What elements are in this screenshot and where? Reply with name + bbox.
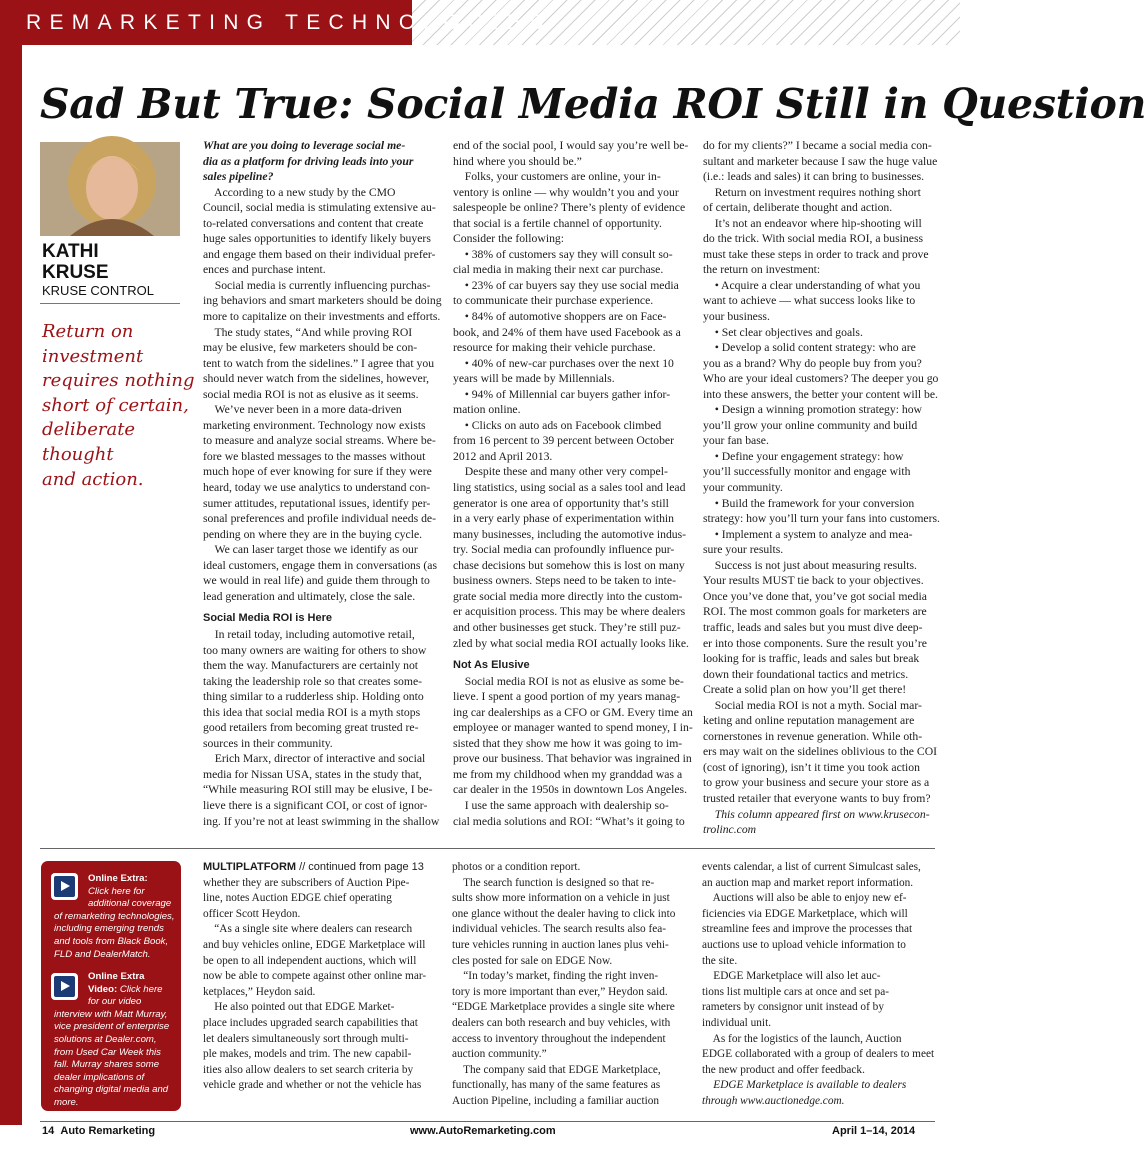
text-line: through www.auctionedge.com. (702, 1094, 845, 1107)
text-line: vehicle grade and whether or not the vehicle has (203, 1079, 422, 1092)
text-line: • 84% of automotive shoppers are on Face- (453, 310, 667, 324)
text-line: keting and online reputation management are (703, 714, 915, 728)
text-line: Your results MUST tie back to your objectives. (703, 574, 924, 588)
footer-date: April 1–14, 2014 (832, 1125, 916, 1137)
article-column-1 (203, 138, 443, 829)
sidebar-line[interactable] (54, 1047, 161, 1060)
text-line: Erich Marx, director of interactive and social (203, 752, 426, 766)
author-divider (40, 303, 180, 304)
sidebar-bold[interactable]: Video: (88, 983, 118, 995)
text-line: and buy vehicles online, EDGE Marketplace will (203, 938, 426, 951)
text-line: EDGE collaborated with a group of dealers to meet (702, 1048, 935, 1061)
text-line: to-related conversations and content that create (203, 216, 424, 230)
sidebar-text[interactable]: changing digital media and (54, 1084, 169, 1096)
text-line: rameters by consignor unit instead of by (702, 1001, 884, 1014)
text-line: strategy: how you’ll turn your fans into customers. (703, 512, 940, 526)
text-line: many businesses, including the automotive indus- (453, 527, 687, 541)
sidebar-line[interactable] (54, 1084, 168, 1097)
text-line: your business. (703, 310, 770, 324)
text-line: fore we blasted messages to the masses without (203, 449, 426, 463)
text-line: sults show more information on a vehicle in just (452, 892, 670, 905)
text-line: whether they are subscribers of Auction Pipe- (203, 876, 410, 889)
sidebar-text[interactable]: additional coverage (88, 898, 172, 910)
text-line: In retail today, including automotive retail, (203, 627, 415, 641)
text-line: the new product and offer feedback. (702, 1063, 865, 1076)
author-name: KATHI KRUSE (42, 241, 109, 283)
sidebar-line[interactable] (54, 923, 164, 936)
play-icon[interactable] (51, 873, 78, 900)
text-line: Return on investment requires nothing short (703, 185, 921, 199)
page-number: 14 (42, 1125, 55, 1137)
text-line: EDGE Marketplace will also let auc- (702, 970, 881, 983)
text-line: of certain, deliberate thought and action. (703, 201, 893, 215)
text-line: employee or manager wanted to spend money, I in- (453, 721, 693, 735)
column-name: KRUSE CONTROL (42, 283, 154, 298)
text-line: good retailers from becoming great trusted re- (203, 721, 419, 735)
text-line: tent to watch from the sidelines.” I agree that you (203, 356, 435, 370)
text-line: years will be made by Millennials. (453, 372, 615, 386)
text-line: too many owners are waiting for others to show (203, 643, 427, 657)
text-line: ers may wait on the sidelines oblivious to the COI (703, 745, 938, 759)
sidebar-line[interactable] (88, 984, 162, 997)
text-line: access to inventory throughout the independent (452, 1032, 666, 1045)
text-line: • 23% of car buyers say they use social media (453, 278, 679, 292)
text-line: We’ve never been in a more data-driven (203, 403, 402, 417)
text-line: The search function is designed so that re- (452, 876, 655, 889)
text-line: Auction Pipeline, including a familiar auction (452, 1094, 660, 1107)
sidebar-line[interactable] (54, 1034, 157, 1047)
text-line: cial media in making their next car purchase. (453, 263, 664, 277)
sidebar-text[interactable]: vice president of enterprise (54, 1021, 170, 1033)
text-line: tions list multiple cars at once and set pa- (702, 985, 889, 998)
text-line: Create a solid plan on how you’ll get there! (703, 683, 907, 697)
text-line: “As a single site where dealers can research (203, 923, 413, 936)
text-line: try. Social media can profoundly influence pur- (453, 543, 675, 557)
text-line: sales pipeline? (203, 170, 274, 184)
text-line: sisted that they show me how it was going to im- (453, 736, 683, 750)
text-line: your fan base. (703, 434, 769, 448)
continued-header (203, 860, 439, 876)
text-line: to grow your business and secure your store as a (703, 776, 930, 790)
text-line: thing similar to a rudderless ship. Holding onto (203, 690, 424, 704)
sidebar-line[interactable] (88, 996, 141, 1009)
text-line: events calendar, a list of current Simulcast sales, (702, 861, 921, 873)
text-line: tory is more important than ever,” Heydon said. (452, 985, 668, 998)
continued-column-3 (702, 860, 938, 1110)
sidebar-text[interactable]: from Used Car Week this (54, 1046, 161, 1058)
text-line: • Clicks on auto ads on Facebook climbed (453, 418, 662, 432)
online-extra-box[interactable] (41, 861, 181, 1111)
text-line: dealers can both research and buy vehicles, with (452, 1016, 671, 1029)
text-line: What are you doing to leverage social me- (203, 139, 406, 152)
sidebar-text[interactable]: fall. Murray shares some (54, 1059, 160, 1071)
text-line: should never watch from the sidelines, however, (203, 372, 430, 386)
text-line: Consider the following: (453, 232, 565, 246)
text-line: Folks, your customers are online, your in- (453, 170, 661, 184)
sidebar-text[interactable]: dealer implications of (54, 1071, 145, 1083)
article-column-3 (703, 138, 943, 838)
text-line: ling statistics, using social as a sales tool and lead (453, 481, 686, 495)
text-line: The study states, “And while proving ROI (203, 325, 413, 339)
text-line: line, notes Auction EDGE chief operating (203, 892, 392, 905)
text-line: place includes upgraded search capabilities that (203, 1016, 418, 1029)
text-line: do for my clients?” I became a social media con- (703, 139, 932, 152)
text-line: sumer attitudes, reputational issues, identify per- (203, 496, 431, 510)
text-line: to measure and analyze social streams. Where be- (203, 434, 436, 448)
text-line: 2012 and April 2013. (453, 449, 553, 463)
continued-column-1 (203, 860, 439, 1094)
text-line: ture vehicles running in auction lanes plus vehi- (452, 938, 669, 951)
section-divider (40, 848, 935, 849)
text-line (453, 651, 691, 658)
text-line: EDGE Marketplace is available to dealers (702, 1079, 907, 1092)
text-line: we would in real life) and guide them through to (203, 574, 430, 588)
text-line: Social media is currently influencing purchas- (203, 278, 431, 292)
text-line: lieve there is a significant COI, or cost of ignor- (203, 798, 428, 812)
left-accent-rule (0, 45, 22, 1125)
text-line: lead generation and ultimately, close the sale. (203, 589, 416, 603)
text-line: functionally, has many of the same features as (452, 1079, 661, 1092)
text-line: taking the leadership role so that creates some- (203, 674, 423, 688)
text-line: looking for is traffic, leads and sales but break (703, 652, 920, 666)
text-line: • Build the framework for your conversion (703, 496, 915, 510)
text-line: ing. If you’re not at least swimming in the shallow (203, 814, 440, 828)
text-line: trusted retailer that everyone wants to buy from? (703, 791, 931, 805)
text-line: Once you’ve done that, you’ve got social media (703, 589, 927, 603)
text-line: down their foundational tactics and metrics. (703, 667, 909, 681)
text-line: one glance without the dealer having to click into (452, 907, 676, 920)
text-line: ple makes, models and trim. The new capabil- (203, 1048, 412, 1061)
article-column-2 (453, 138, 691, 829)
text-line: Auctions will also be able to enjoy new ef- (702, 892, 907, 905)
text-line: streamline fees and improve the processes that (702, 923, 913, 936)
text-line: that social is a fertile channel of opportunity. (453, 216, 662, 230)
text-line: According to a new study by the CMO (203, 185, 396, 199)
text-line: marketing environment. Technology now exists (203, 418, 426, 432)
sidebar-text[interactable]: Click here (117, 983, 163, 995)
sidebar-text[interactable]: Click here for (88, 885, 145, 897)
text-line: • Acquire a clear understanding of what you (703, 278, 921, 292)
sidebar-text[interactable]: interview with Matt Murray, (54, 1008, 168, 1020)
footer-url[interactable]: www.AutoRemarketing.com (410, 1125, 556, 1137)
sidebar-bold[interactable]: Online Extra: (88, 873, 148, 884)
text-line: me from my childhood when my granddad was a (453, 767, 683, 781)
sidebar-text[interactable]: solutions at Dealer.com, (54, 1034, 157, 1045)
text-line: ing car dealerships as a CFO or GM. Every time an (453, 705, 693, 719)
sidebar-line[interactable] (54, 949, 151, 962)
text-line: grate social media more directly into the custom- (453, 589, 683, 603)
text-line: must take these steps in order to track and prove (703, 247, 929, 261)
text-line: be open to all independent auctions, which will (203, 954, 417, 967)
text-line: (i.e.: leads and sales) it can bring to businesses. (703, 170, 925, 184)
text-line: traffic, leads and sales but you must dive deep- (703, 620, 923, 634)
text-line: • Define your engagement strategy: how (703, 449, 904, 463)
sidebar-text[interactable]: FLD and DealerMatch. (54, 948, 151, 960)
video-play-icon[interactable] (51, 973, 78, 1000)
sidebar-line[interactable] (54, 936, 168, 949)
sidebar-line[interactable] (88, 873, 148, 886)
text-line: dia as a platform for driving leads into your (203, 154, 414, 168)
text-line: into these answers, the better your content will be. (703, 387, 938, 401)
text-line: • Set clear objectives and goals. (703, 325, 863, 339)
author-portrait-icon (40, 142, 180, 236)
sidebar-text[interactable]: and tools from Black Book, (54, 936, 169, 947)
text-line: Despite these and many other very compel- (453, 465, 668, 479)
text-line: zled by what social media ROI actually looks like. (453, 636, 689, 650)
text-line: you’ll successfully monitor and engage with (703, 465, 911, 479)
text-line: “While measuring ROI still may be elusive, I be- (203, 783, 433, 797)
text-line: book, and 24% of them have used Facebook as a (453, 325, 681, 339)
article-headline: Sad But True: Social Media ROI Still in Question (40, 80, 1146, 128)
text-line: officer Scott Heydon. (203, 907, 301, 920)
sidebar-line[interactable] (54, 1059, 159, 1072)
text-line: Social media ROI is not as elusive as some be- (453, 674, 684, 688)
text-line: an auction map and market report information. (702, 876, 914, 889)
text-line: much hope of ever knowing for sure if they were (203, 465, 432, 479)
text-line: cles posted for sale on EDGE Now. (452, 954, 613, 967)
author-photo (40, 142, 180, 236)
text-line: ficiencies via EDGE Marketplace, which will (702, 907, 908, 920)
text-line: cial media solutions and ROI: “What’s it going to (453, 814, 685, 828)
text-line: • Develop a solid content strategy: who are (703, 341, 916, 355)
text-line: The company said that EDGE Marketplace, (452, 1063, 661, 1076)
sidebar-text[interactable]: including emerging trends (54, 923, 164, 935)
text-line: in a very early phase of experimentation within (453, 512, 675, 526)
text-line: It’s not an endeavor where hip-shooting will (703, 216, 922, 230)
text-line: “In today’s market, finding the right inven- (452, 970, 659, 983)
text-line: cornerstones in revenue generation. While oth- (703, 729, 923, 743)
text-line: ences and purchase intent. (203, 263, 326, 277)
text-line: • Implement a system to analyze and mea- (703, 527, 913, 541)
text-line: business owners. Steps need to be taken to inte- (453, 574, 676, 588)
footer-divider (40, 1121, 935, 1122)
text-line: the site. (702, 954, 738, 967)
text-line: ROI. The most common goals for marketers are (703, 605, 927, 619)
text-line: sonal preferences and profile individual needs de- (203, 512, 437, 526)
text-line: individual vehicles. The search results also fea- (452, 923, 667, 936)
text-line: individual unit. (702, 1016, 772, 1029)
text-line: photos or a condition report. (452, 861, 581, 873)
text-line: He also pointed out that EDGE Market- (203, 1001, 395, 1014)
text-line: now be able to compete against other online mar- (203, 970, 427, 983)
text-line: hind where you should be.” (453, 154, 582, 168)
text-line: salespeople be online? There’s plenty of evidence (453, 201, 686, 215)
text-line: want to achieve — what success looks like to (703, 294, 916, 308)
text-line: auctions use to upload vehicle information to (702, 938, 906, 951)
text-line: more to capitalize on their investments and efforts. (203, 310, 441, 324)
footer-left (42, 1125, 155, 1137)
sidebar-line[interactable] (54, 1072, 144, 1085)
text-line: may be elusive, few marketers should be con- (203, 341, 418, 355)
text-line: ities also allow dealers to set search criteria by (203, 1063, 414, 1076)
sidebar-line[interactable] (54, 1097, 79, 1110)
text-line: car dealer in the 1950s in downtown Los Angeles. (453, 783, 688, 797)
text-line: chase decisions but somehow this is lost on many (453, 558, 685, 572)
sidebar-text[interactable]: more. (54, 1097, 79, 1108)
text-line: (cost of ignoring), isn’t it time you took action (703, 760, 920, 774)
text-line: from 16 percent to 39 percent between October (453, 434, 674, 448)
text-line: ideal customers, engage them in conversations (as (203, 558, 438, 572)
text-line: media for Nissan USA, states in the study that, (203, 767, 422, 781)
text-line: Council, social media is stimulating extensive au- (203, 201, 436, 215)
text-line: ketplaces,” Heydon said. (203, 985, 316, 998)
text-line: ventory is online — why wouldn’t you and your (453, 185, 679, 199)
text-line: let dealers simultaneously sort through multi- (203, 1032, 409, 1045)
text-line: and engage them based on their individual prefer- (203, 247, 436, 261)
text-line: you as a brand? Why do people buy from you? (703, 356, 922, 370)
text-line: As for the logistics of the launch, Auction (702, 1032, 902, 1045)
text-line (203, 604, 443, 611)
sidebar-line[interactable] (88, 971, 145, 984)
text-line: Social media ROI is not a myth. Social mar- (703, 698, 922, 712)
continued-note: // continued from page 13 (296, 861, 424, 873)
text-line: sure your results. (703, 543, 784, 557)
text-line: Success is not just about measuring results. (703, 558, 917, 572)
text-line: pending on where they are in the buying cycle. (203, 527, 423, 541)
publication-name: Auto Remarketing (60, 1125, 156, 1137)
subheading: Not As Elusive (453, 659, 530, 672)
text-line: sources in their community. (203, 736, 333, 750)
text-line: We can laser target those we identify as our (203, 543, 418, 557)
sidebar-bold[interactable]: Online Extra (88, 971, 145, 982)
text-line: prove our business. That behavior was ingrained in (453, 752, 692, 766)
text-line: huge sales opportunities to identify likely buyers (203, 232, 431, 246)
text-line: lieve. I spent a good portion of my years manag- (453, 690, 681, 704)
sidebar-line[interactable] (54, 911, 175, 924)
text-line: I use the same approach with dealership so- (453, 798, 669, 812)
text-line: trolinc.com (703, 823, 757, 837)
text-line: Who are your ideal customers? The deeper you go (703, 372, 939, 386)
text-line: • 38% of customers say they will consult so- (453, 247, 673, 261)
text-line: them the way. Manufacturers are certainly not (203, 659, 419, 673)
text-line: do the trick. With social media ROI, a business (703, 232, 924, 246)
text-line: sultant and marketer because I saw the huge value (703, 154, 938, 168)
continued-column-2 (452, 860, 688, 1110)
sidebar-line[interactable] (88, 886, 145, 899)
text-line: this idea that social media ROI is a myth stops (203, 705, 421, 719)
pull-quote: Return on investment requires nothing short of certain, deliberate thought and action. (42, 321, 195, 490)
text-line: ing behaviors and smart marketers should be doing (203, 294, 442, 308)
text-line: auction community.” (452, 1048, 547, 1061)
text-line: your community. (703, 481, 783, 495)
text-line: mation online. (453, 403, 521, 417)
text-line: to communicate their purchase experience. (453, 294, 654, 308)
sidebar-line[interactable] (54, 1009, 167, 1022)
subheading: Social Media ROI is Here (203, 612, 332, 625)
text-line: resource for making their vehicle purchase. (453, 341, 656, 355)
sidebar-text[interactable]: for our video (88, 996, 142, 1008)
text-line: generator is one area of opportunity that’s still (453, 496, 669, 510)
sidebar-text[interactable]: of remarketing technologies, (54, 910, 175, 922)
text-line: This column appeared first on www.krusecon- (703, 807, 930, 821)
continued-label: MULTIPLATFORM (203, 861, 297, 873)
text-line: er acquisition process. This may be where dealers (453, 605, 686, 619)
text-line: er into those components. Sure the result you’re (703, 636, 927, 650)
text-line: • 40% of new-car purchases over the next 10 (453, 356, 674, 370)
text-line: • 94% of Millennial car buyers gather infor- (453, 387, 671, 401)
text-line: end of the social pool, I would say you’re well be- (453, 139, 689, 152)
text-line: heard, today we use analytics to understand con- (203, 481, 431, 495)
text-line: the return on investment: (703, 263, 821, 277)
text-line: and other businesses get stuck. They’re still puz- (453, 620, 681, 634)
text-line: social media ROI is not as elusive as it seems. (203, 387, 419, 401)
sidebar-line[interactable] (54, 1021, 169, 1034)
text-line: • Design a winning promotion strategy: how (703, 403, 922, 417)
text-line: you’ll grow your online community and build (703, 418, 918, 432)
section-header-title: REMARKETING TECHNOLOGIES (26, 11, 552, 34)
text-line: “EDGE Marketplace provides a single site where (452, 1001, 675, 1014)
sidebar-line[interactable] (88, 898, 171, 911)
